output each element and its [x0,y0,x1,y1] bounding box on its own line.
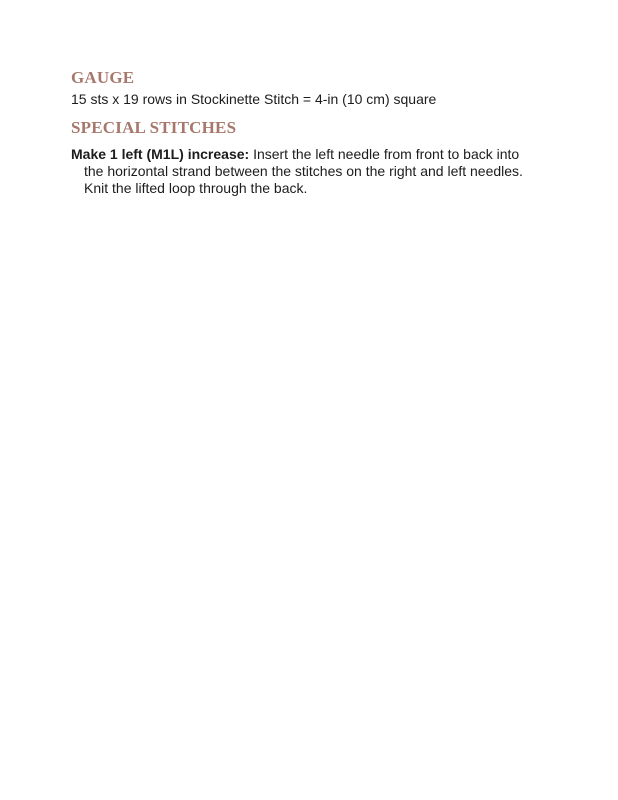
stitch-definition [71,146,578,197]
stitch-term: Make 1 left (M1L) increase: [71,146,250,162]
special-stitches-heading: SPECIAL STITCHES [71,118,237,137]
stitch-definition-text: Insert the left needle from front to back into [253,146,520,162]
gauge-heading: GAUGE [71,68,135,87]
gauge-text: 15 sts x 19 rows in Stockinette Stitch = 4-in (10 cm) square [71,91,437,107]
stitch-definition-line-1 [71,146,578,163]
page-content [71,68,578,197]
stitch-definition-line-2: the horizontal strand between the stitches on the right and left needles. [84,163,523,179]
gauge-section [71,68,578,108]
special-stitches-section [71,118,578,197]
stitch-definition-line-3: Knit the lifted loop through the back. [84,180,308,196]
